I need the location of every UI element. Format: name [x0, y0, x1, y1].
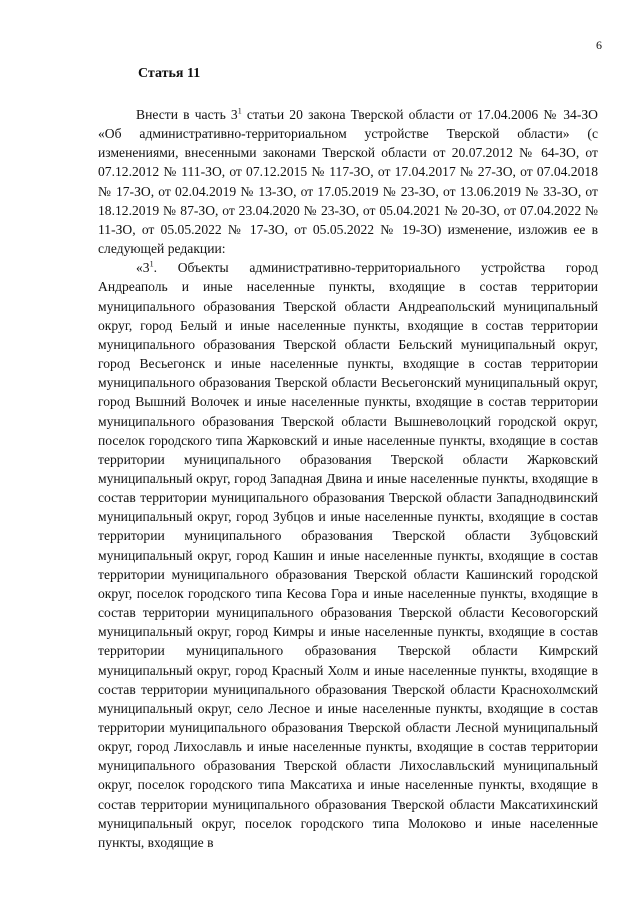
intro-text-rest: статьи 20 закона Тверской области от 17.04.2006 № 34-ЗО «Об административно-территориальном устройстве Тверской области» (с изменениями, внесенными законами Тверской области от 20.07.2012 № 64-ЗО, от 07.12.2012 № 111-ЗО, от 07.12.2015 № 117-ЗО, от 17.04.2017 № 27-ЗО, от 07.04.2018 № 17-ЗО, от 02.04.2019 № 13-ЗО, от 17.05.2019 № 23-ЗО, от 13.06.2019 № 33-ЗО, от 18.12.2019 № 87-ЗО, от 23.04.2020 № 23-ЗО, от 05.04.2021 № 20-ЗО, от 07.04.2022 № 11-ЗО, от 05.05.2022 № 17-ЗО, от 05.05.2022 № 19-ЗО) изменение, изложив ее в следующей редакции:: [98, 107, 598, 257]
amendment-text-rest: . Объекты административно-территориального устройства город Андреаполь и иные населенные пункты, входящие в состав территории муниципального образования Тверской области Андреапольский муниципальный округ, город Белый и иные населенные пункты, входящие в состав территории муниципального образования Тверской области Бельский муниципальный округ, город Весьегонск и иные населенные пункты, входящие в состав территории муниципального образования Тверской области Весьегонский муниципальный округ, город Вышний Волочек и иные населенные пункты, входящие в состав территории муниципального образования Тверской области Вышневолоцкий городской округ, поселок городского типа Жарковский и иные населенные пункты, входящие в состав территории муниципального образования Тверской области Жарковский муниципальный округ, город Западная Двина и иные населенные пункты, входящие в состав территории муниципального образования Тверской области Западнодвинский муниципальный округ, город Зубцов и иные населенные пункты, входящие в состав территории муниципального образования Тверской области Зубцовский муниципальный округ, город Кашин и иные населенные пункты, входящие в состав территории муниципального образования Тверской области Кашинский городской округ, поселок городского типа Кесова Гора и иные населенные пункты, входящие в состав территории муниципального образования Тверской области Кесовогорский муниципальный округ, город Кимры и иные населенные пункты, входящие в состав территории муниципального образования Тверской области Кимрский муниципальный округ, город Красный Холм и иные населенные пункты, входящие в состав территории муниципального образования Тверской области Краснохолмский муниципальный округ, село Лесное и иные населенные пункты, входящие в состав территории муниципального образования Тверской области Лесной муниципальный округ, город Лихославль и иные населенные пункты, входящие в состав территории муниципального образования Тверской области Лихославльский муниципальный округ, поселок городского типа Максатиха и иные населенные пункты, входящие в состав территории муниципального образования Тверской области Максатихинский муниципальный округ, поселок городского типа Молоково и иные населенные пункты, входящие в: [98, 260, 598, 850]
amendment-superscript: 1: [149, 259, 154, 269]
intro-superscript: 1: [237, 106, 242, 116]
intro-paragraph: [98, 105, 598, 258]
amendment-text-start: «3: [136, 260, 150, 276]
amendment-paragraph: [98, 258, 598, 852]
intro-text-start: Внести в часть 3: [136, 107, 238, 122]
page-number: 6: [596, 38, 602, 52]
article-title: Статья 11: [138, 66, 201, 81]
article-body: [98, 105, 598, 852]
